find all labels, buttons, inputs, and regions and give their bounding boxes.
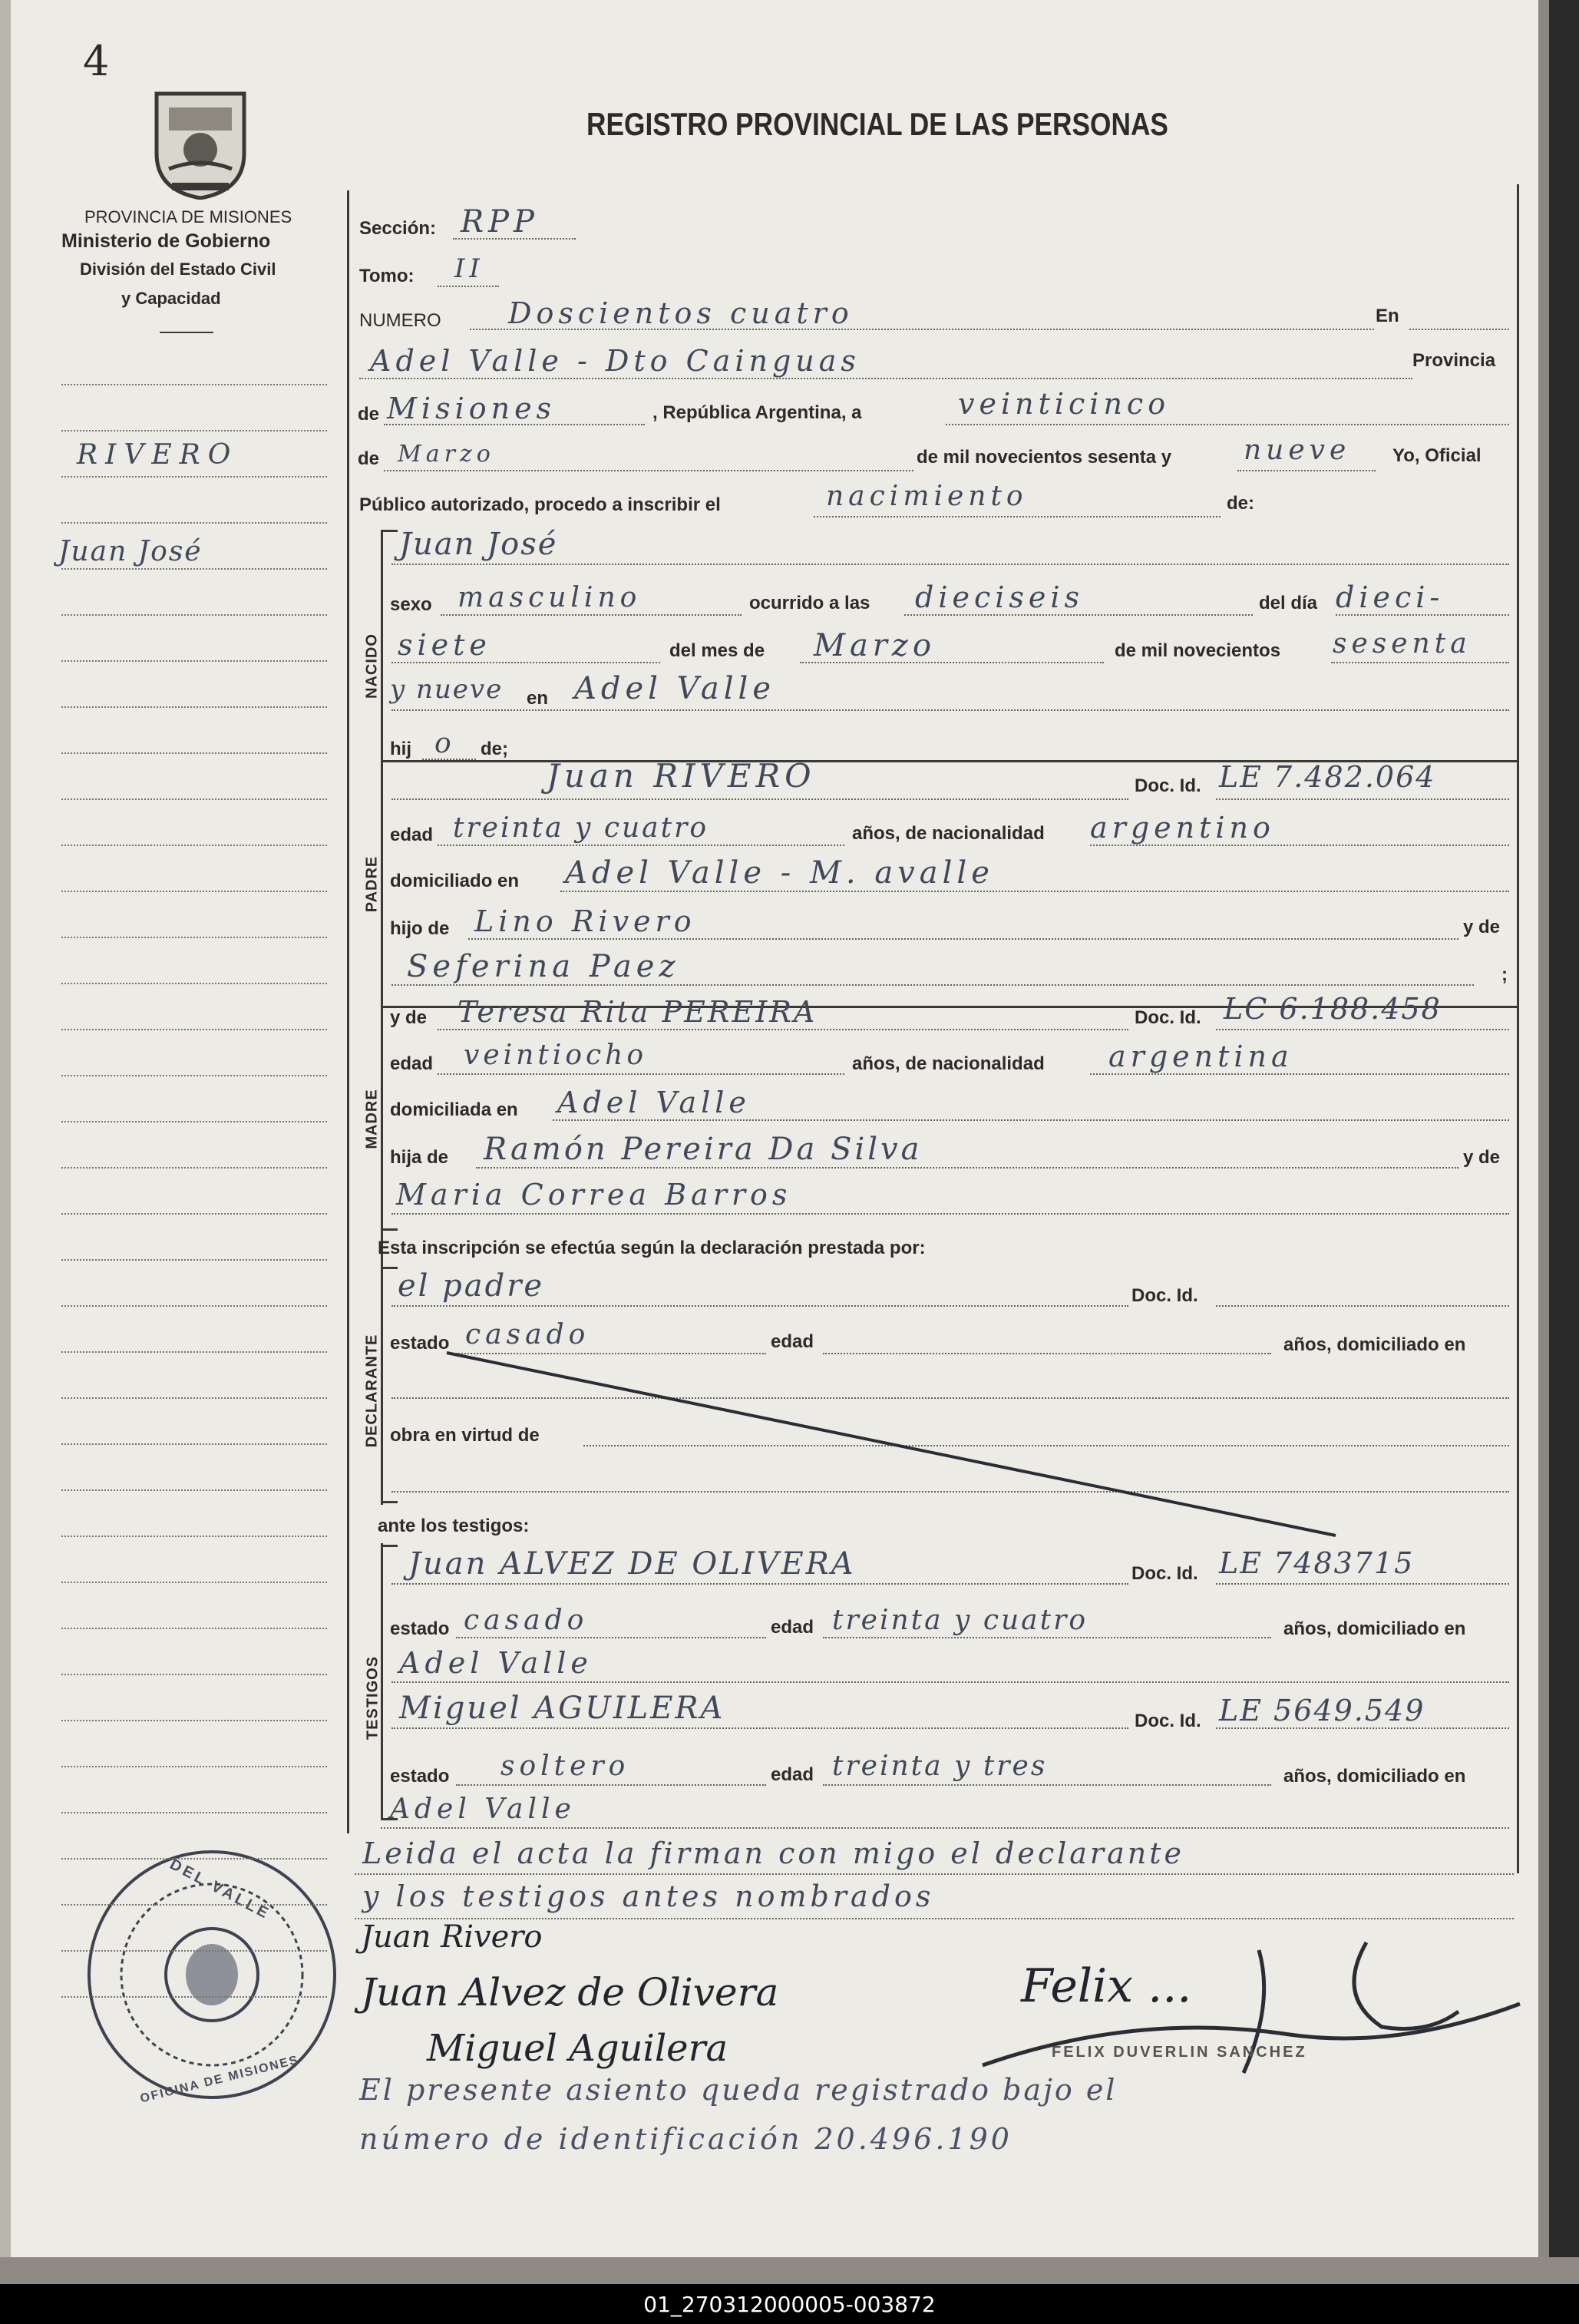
line-testigo2-dom (381, 1827, 1509, 1829)
section-label-padre: PADRE (363, 855, 381, 913)
line-padre-nombre (391, 798, 1128, 800)
label-mil-nov: de mil novecientos sesenta y (917, 447, 1172, 468)
value-mes-inscripcion: Marzo (398, 441, 495, 468)
margin-ruled-line (61, 660, 327, 662)
margin-ruled-line (61, 1950, 327, 1952)
label-madre-edad: edad (390, 1053, 434, 1074)
margin-ruled-line (61, 1904, 327, 1906)
book-edge (1549, 0, 1579, 2284)
label-padre-anos-nac: años, de nacionalidad (852, 823, 1045, 844)
page-bottom-edge (0, 2257, 1579, 2284)
value-testigo1-nombre: Juan ALVEZ DE OLIVERA (408, 1546, 856, 1582)
line-padre-dom (560, 891, 1509, 892)
line-testigo1-doc (1216, 1583, 1509, 1585)
line-madre-madre (391, 1213, 1509, 1215)
line-dia-nac-1 (1336, 614, 1509, 616)
margin-ruled-line (61, 845, 327, 846)
value-padre-nombre: Juan RIVERO (547, 757, 816, 795)
line-numero (470, 329, 1374, 330)
line-testigo1-estado (456, 1637, 766, 1638)
signature-flourish (967, 1919, 1535, 2096)
line-testigo1-edad (823, 1637, 1271, 1638)
line-madre-nombre (438, 1029, 1128, 1030)
label-madre-doc: Doc. Id. (1135, 1007, 1201, 1028)
value-anio-nac-1: sesenta (1333, 628, 1472, 660)
label-padre-y-de: y de (1463, 917, 1501, 937)
line-madre-nac (1090, 1073, 1509, 1075)
label-madre-y-de: y de (390, 1007, 428, 1028)
line-testigo2-doc (1216, 1727, 1509, 1729)
label-numero: NUMERO (359, 310, 441, 331)
label-de-prov: de (358, 404, 380, 425)
cancel-stroke (445, 1342, 1351, 1542)
line-declarante-doc (1216, 1305, 1509, 1307)
label-declarante-anos-dom: años, domiciliado en (1283, 1334, 1466, 1355)
margin-ruled-line (61, 1582, 327, 1583)
value-declarante: el padre (398, 1268, 545, 1304)
line-en (1409, 329, 1509, 330)
bracket-madre-bottom (381, 1228, 398, 1231)
label-ocurrido: ocurrido a las (749, 593, 870, 613)
value-madre-padre: Ramón Pereira Da Silva (484, 1132, 923, 1167)
label-madre-anos-nac: años, de nacionalidad (852, 1053, 1045, 1074)
signature-oficial: Felix ... (1021, 1959, 1192, 2013)
line-padre-edad (438, 845, 844, 846)
signature-testigo-1: Juan Alvez de Olivera (361, 1970, 779, 2015)
line-testigo2-edad (823, 1784, 1271, 1786)
margin-ruled-line (61, 1858, 327, 1860)
image-caption: 01_270312000005-003872 (0, 2284, 1579, 2324)
office-province: PROVINCIA DE MISIONES (84, 207, 292, 226)
label-seccion: Sección: (359, 218, 437, 239)
value-madre-nombre: Teresa Rita PEREIRA (458, 995, 818, 1029)
value-provincia: Misiones (387, 392, 557, 425)
label-mil-nov2: de mil novecientos (1115, 640, 1281, 661)
margin-ruled-line (61, 891, 327, 892)
margin-ruled-line (61, 1996, 327, 1998)
bracket-nacido-top (381, 530, 398, 532)
label-testigo1-doc: Doc. Id. (1131, 1563, 1198, 1584)
label-testigo2-doc: Doc. Id. (1135, 1711, 1201, 1731)
margin-ruled-line (61, 1305, 327, 1307)
margin-ruled-line (61, 1075, 327, 1076)
margin-surname: RIVERO (77, 439, 239, 471)
closing-line-1: Leida el acta la firman con migo el declarante (362, 1836, 1184, 1870)
margin-ruled-line (61, 1536, 327, 1537)
margin-ruled-line (61, 1167, 327, 1169)
value-padre-dom: Adel Valle - M. avalle (565, 855, 994, 891)
signature-declarante: Juan Rivero (361, 1919, 543, 1955)
value-dia-inscripcion: veinticinco (958, 387, 1171, 421)
label-republica: , República Argentina, a (652, 402, 862, 423)
signature-testigo-2: Miguel Aguilera (427, 2027, 728, 2070)
label-hija-de: hija de (390, 1147, 449, 1168)
line-madre-edad (438, 1073, 844, 1075)
line-dia-nac-2 (391, 662, 660, 663)
label-obra: obra en virtud de (390, 1425, 540, 1446)
label-hij: hij (390, 739, 411, 759)
value-madre-dom: Adel Valle (557, 1086, 751, 1119)
closing-line-4: número de identificación 20.496.190 (359, 2122, 1012, 2156)
label-testigo1-anos-dom: años, domiciliado en (1283, 1618, 1466, 1639)
label-del-dia: del día (1259, 593, 1318, 613)
section-label-madre: MADRE (363, 1089, 381, 1149)
seal-text-top: DEL VALLE (167, 1856, 274, 1923)
line-provincia (384, 424, 645, 425)
margin-ruled-line (61, 1351, 327, 1353)
line-hijo-suffix (422, 759, 476, 760)
line-anio-inscripcion (1237, 470, 1376, 471)
value-declarante-estado: casado (465, 1319, 590, 1350)
value-sexo: masculino (458, 582, 642, 613)
line-closing-1 (355, 1873, 1514, 1875)
label-hijo-de: hijo de (390, 918, 450, 939)
value-dia-nac-1: dieci- (1336, 580, 1445, 614)
line-seccion (453, 238, 576, 240)
margin-ruled-line (61, 1674, 327, 1675)
label-padre-edad: edad (390, 825, 434, 845)
line-dia-inscripcion (946, 424, 1509, 425)
label-de-mes: de (358, 448, 380, 469)
margin-ruled-line (61, 1812, 327, 1813)
official-stamp-name: FELIX DUVERLIN SANCHEZ (1052, 2044, 1307, 2061)
value-testigo1-dom: Adel Valle (399, 1646, 593, 1680)
value-seccion: RPP (461, 204, 539, 240)
closing-line-3: El presente asiento queda registrado bajo el (359, 2073, 1118, 2107)
value-lugar-nac: Adel Valle (574, 671, 775, 706)
value-anio-inscripcion: nueve (1244, 435, 1351, 466)
margin-ruled-line (61, 568, 327, 570)
margin-given-names: Juan José (58, 536, 203, 567)
line-madre-padre (476, 1167, 1458, 1169)
office-division: División del Estado Civil (80, 260, 276, 279)
left-border (347, 190, 349, 1833)
line-tomo (438, 286, 499, 287)
line-padre-doc (1216, 798, 1509, 800)
label-testigo2-estado: estado (390, 1766, 450, 1787)
line-madre-dom (553, 1119, 1509, 1121)
value-testigo2-estado: soltero (500, 1750, 630, 1782)
section-label-testigos: TESTIGOS (364, 1655, 382, 1741)
label-testigo2-edad: edad (771, 1764, 814, 1785)
value-padre-padre: Lino Rivero (474, 904, 696, 938)
margin-ruled-line (61, 1259, 327, 1261)
value-padre-edad: treinta y cuatro (453, 812, 709, 844)
coat-of-arms-emblem (149, 84, 252, 200)
line-hora (904, 614, 1253, 616)
value-nacido-nombre: Juan José (399, 527, 558, 562)
bracket-declarante-top (381, 1267, 398, 1269)
value-tomo: II (454, 253, 484, 284)
line-lugar (359, 378, 1412, 379)
value-mes-nac: Marzo (814, 628, 936, 663)
value-testigo1-estado: casado (464, 1605, 589, 1636)
value-testigo2-edad: treinta y tres (832, 1750, 1048, 1782)
margin-ruled-line (61, 1121, 327, 1122)
bracket-testigos-top (381, 1545, 398, 1547)
label-padre-doc: Doc. Id. (1135, 775, 1201, 796)
closing-line-2: y los testigos antes nombrados (362, 1879, 935, 1913)
margin-ruled-line (61, 1766, 327, 1767)
margin-ruled-line (61, 430, 327, 431)
label-declarante-estado: estado (390, 1333, 450, 1354)
label-de-colon: de: (1227, 493, 1254, 514)
office-underline (160, 332, 213, 333)
line-mes-inscripcion (384, 470, 913, 471)
label-padre-domiciliado: domiciliado en (390, 871, 520, 891)
label-del-mes: del mes de (669, 640, 765, 661)
line-testigo1-nombre (391, 1583, 1128, 1585)
line-padre-nac (1090, 845, 1509, 846)
line-testigo2-estado (456, 1784, 766, 1786)
value-hijo-suffix: o (434, 728, 456, 759)
document-title: REGISTRO PROVINCIAL DE LAS PERSONAS (586, 106, 1168, 142)
value-testigo1-doc: LE 7483715 (1219, 1546, 1415, 1580)
value-testigo2-dom: Adel Valle (390, 1793, 576, 1825)
margin-ruled-line (61, 1397, 327, 1399)
line-lugar-nac (391, 709, 1509, 711)
label-madre-y-de2: y de (1463, 1147, 1501, 1168)
label-de-semi: de; (481, 739, 508, 759)
line-madre-doc (1216, 1029, 1509, 1030)
line-padre-padre (468, 938, 1458, 940)
label-publico: Público autorizado, procedo a inscribir el (359, 494, 721, 515)
section-label-declarante: DECLARANTE (363, 1334, 381, 1448)
margin-ruled-line (61, 1443, 327, 1445)
margin-ruled-line (61, 798, 327, 800)
value-testigo1-edad: treinta y cuatro (832, 1605, 1088, 1636)
line-anio-nac-1 (1331, 662, 1509, 663)
value-madre-doc: LC 6.188.458 (1224, 992, 1442, 1026)
value-acto: nacimiento (826, 481, 1028, 512)
label-en-nac: en (527, 688, 549, 709)
value-padre-doc: LE 7.482.064 (1219, 760, 1436, 794)
label-testigo1-edad: edad (771, 1617, 814, 1638)
line-testigo1-dom (391, 1681, 1509, 1683)
office-ministry: Ministerio de Gobierno (61, 230, 271, 252)
label-en: En (1376, 306, 1399, 326)
line-testigo2-nombre (391, 1727, 1128, 1729)
label-declarante-edad: edad (771, 1331, 814, 1352)
label-tomo: Tomo: (359, 266, 415, 286)
margin-ruled-line (61, 1628, 327, 1629)
line-nacido-nombre (391, 564, 1509, 565)
margin-ruled-line (61, 614, 327, 616)
page-spine (0, 0, 11, 2284)
margin-ruled-line (61, 1489, 327, 1491)
label-sexo: sexo (390, 594, 432, 615)
value-numero: Doscientos cuatro (508, 296, 854, 330)
bracket-declarante-bottom (381, 1501, 398, 1503)
line-acto (814, 516, 1221, 517)
value-testigo2-doc: LE 5649.549 (1219, 1694, 1425, 1727)
value-anio-nac-2: y nueve (390, 674, 504, 705)
value-hora: dieciseis (915, 580, 1085, 614)
value-lugar: Adel Valle - Dto Cainguas (370, 344, 861, 378)
label-yo-oficial: Yo, Oficial (1392, 445, 1482, 466)
label-esta-inscripcion: Esta inscripción se efectúa según la declaración prestada por: (378, 1238, 926, 1258)
label-semicolon: ; (1501, 964, 1508, 985)
value-madre-edad: veintiocho (464, 1040, 648, 1071)
value-madre-nac: argentina (1108, 1040, 1293, 1073)
line-declarante (391, 1305, 1128, 1307)
value-padre-madre: Seferina Paez (407, 949, 680, 984)
value-testigo2-nombre: Miguel AGUILERA (399, 1691, 725, 1726)
margin-ruled-line (61, 983, 327, 984)
seal-text-bottom: OFICINA DE MISIONES (138, 2053, 301, 2106)
margin-ruled-line (61, 384, 327, 385)
margin-ruled-line (61, 937, 327, 938)
margin-ruled-line (61, 476, 327, 478)
margin-ruled-line (61, 706, 327, 708)
label-declarante-doc: Doc. Id. (1131, 1285, 1198, 1306)
office-capacity: y Capacidad (121, 289, 221, 308)
margin-ruled-line (61, 1213, 327, 1215)
margin-ruled-line (61, 752, 327, 754)
line-mes-nac (800, 662, 1104, 663)
line-padre-madre (391, 984, 1474, 986)
label-testigo2-anos-dom: años, domiciliado en (1283, 1766, 1466, 1787)
label-testigo1-estado: estado (390, 1618, 450, 1639)
margin-ruled-line (61, 522, 327, 524)
value-madre-madre: Maria Correa Barros (396, 1178, 792, 1212)
margin-ruled-line (61, 1720, 327, 1721)
label-ante-testigos: ante los testigos: (378, 1516, 530, 1536)
section-label-nacido: NACIDO (363, 633, 381, 699)
value-padre-nac: argentino (1090, 811, 1275, 845)
line-sexo (441, 614, 742, 616)
label-madre-domiciliada: domiciliada en (390, 1099, 518, 1120)
right-border (1517, 184, 1519, 1873)
label-provincia: Provincia (1412, 350, 1496, 371)
page-number: 4 (83, 37, 110, 85)
value-dia-nac-2: siete (398, 628, 491, 662)
margin-ruled-line (61, 1029, 327, 1030)
